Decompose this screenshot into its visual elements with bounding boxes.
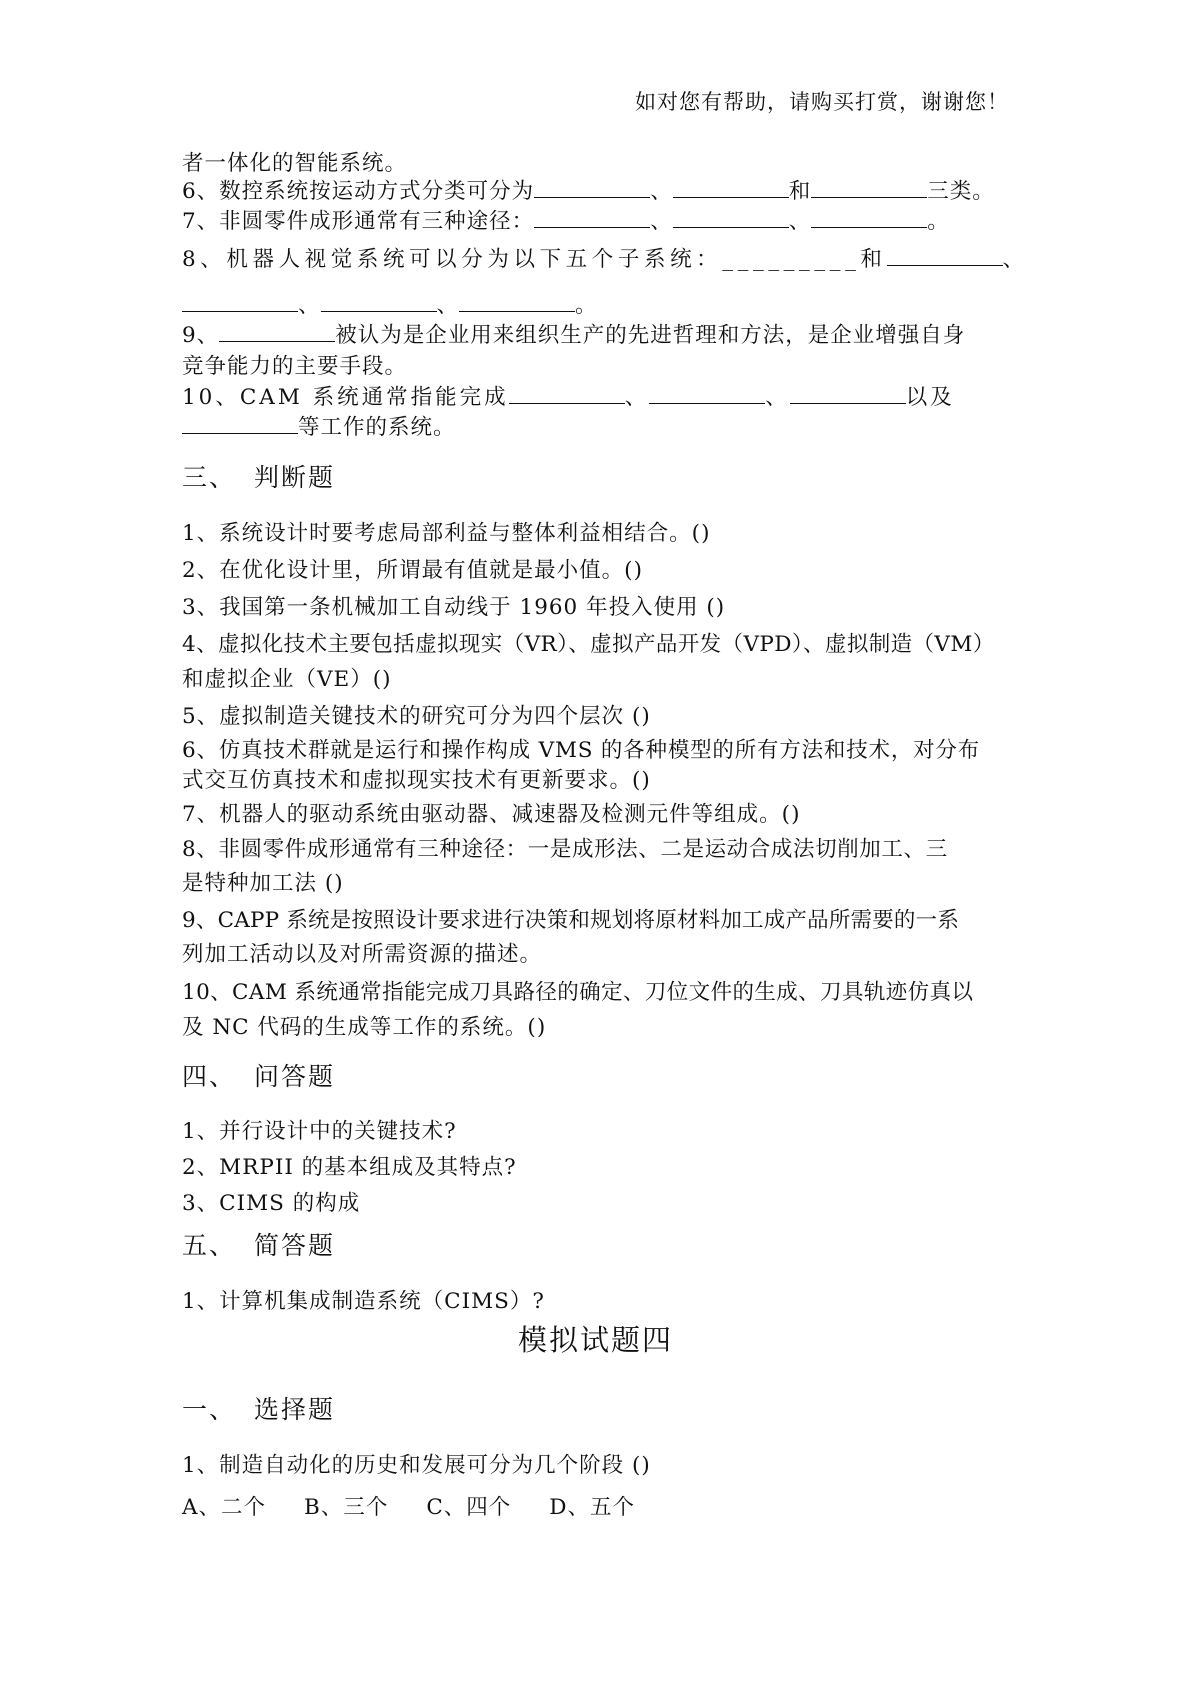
question-8-continued: 、 、 。 [182,288,598,319]
choice-question: 1、制造自动化的历史和发展可分为几个阶段 () [182,1453,651,1478]
judge-item: 7、机器人的驱动系统由驱动器、减速器及检测元件等组成。() [182,802,801,827]
answer-blank[interactable] [673,207,789,228]
judge-item: 6、仿真技术群就是运行和操作构成 VMS 的各种模型的所有方法和技术，对分布 [182,738,981,763]
judge-item: 1、系统设计时要考虑局部利益与整体利益相结合。() [182,521,711,546]
qa-item: 3、CIMS 的构成 [182,1191,361,1216]
text-line: 竞争能力的主要手段。 [182,354,408,379]
question-9: 9、 被认为是企业用来组织生产的先进哲理和方法，是企业增强自身 [182,323,966,348]
option-c[interactable]: C、四个 [426,1495,512,1520]
answer-blank[interactable] [790,383,906,404]
answer-blank[interactable] [182,291,298,312]
answer-blank[interactable] [673,177,789,198]
judge-item: 9、CAPP 系统是按照设计要求进行决策和规划将原材料加工成产品所需要的一系 [182,908,960,933]
answer-blank[interactable] [887,245,1003,266]
choice-options [182,1490,673,1521]
question-6: 6、数控系统按运动方式分类可分为 、 和 三类。 [182,179,995,204]
answer-blank[interactable] [509,383,625,404]
option-a[interactable]: A、二个 [182,1495,267,1520]
question-7: 7、非圆零件成形通常有三种途径： 、 、 。 [182,209,950,234]
answer-blank[interactable] [811,207,927,228]
answer-blank[interactable] [811,177,927,198]
question-8: 8、机器人视觉系统可以分为以下五个子系统：_________和 、 [182,247,1029,272]
section-heading: 四、 问答题 [182,1062,336,1091]
short-answer-item: 1、计算机集成制造系统（CIMS）? [182,1289,545,1314]
option-d[interactable]: D、五个 [549,1495,636,1520]
option-b[interactable]: B、三个 [304,1495,389,1520]
judge-item: 2、在优化设计里，所谓最有值就是最小值。() [182,558,643,583]
text-line: 者一体化的智能系统。 [182,151,408,176]
answer-blank[interactable] [534,207,650,228]
section-heading: 五、 简答题 [182,1231,336,1260]
judge-item: 列加工活动以及对所需资源的描述。 [182,942,543,967]
judge-item: 5、虚拟制造关键技术的研究可分为四个层次 () [182,704,651,729]
section-heading: 一、 选择题 [182,1395,336,1424]
answer-blank[interactable] [534,177,650,198]
judge-item: 是特种加工法 () [182,871,344,896]
answer-blank[interactable] [219,321,335,342]
header-note: 如对您有帮助，请购买打赏，谢谢您！ [635,90,1009,114]
judge-item: 4、虚拟化技术主要包括虚拟现实（VR）、虚拟产品开发（VPD）、虚拟制造（VM） [182,632,995,657]
answer-blank[interactable] [321,291,437,312]
judge-item: 和虚拟企业（VE）() [182,667,392,692]
judge-item: 8、非圆零件成形通常有三种途径：一是成形法、二是运动合成法切削加工、三 [182,837,948,862]
exam-title: 模拟试题四 [517,1323,673,1357]
answer-blank[interactable] [459,291,575,312]
section-heading: 三、 判断题 [182,463,336,492]
question-10: 10、CAM 系统通常指能完成 、 、 以及 [182,385,955,410]
judge-item: 及 NC 代码的生成等工作的系统。() [182,1015,547,1040]
judge-item: 式交互仿真技术和虚拟现实技术有更新要求。() [182,768,651,793]
judge-item: 3、我国第一条机械加工自动线于 1960 年投入使用 () [182,595,726,620]
answer-blank[interactable] [182,413,298,434]
judge-item: 10、CAM 系统通常指能完成刀具路径的确定、刀位文件的生成、刀具轨迹仿真以 [182,980,974,1005]
question-10-continued: 等工作的系统。 [182,410,456,441]
answer-blank[interactable] [649,383,765,404]
qa-item: 2、MRPII 的基本组成及其特点? [182,1155,517,1180]
qa-item: 1、并行设计中的关键技术? [182,1119,457,1144]
